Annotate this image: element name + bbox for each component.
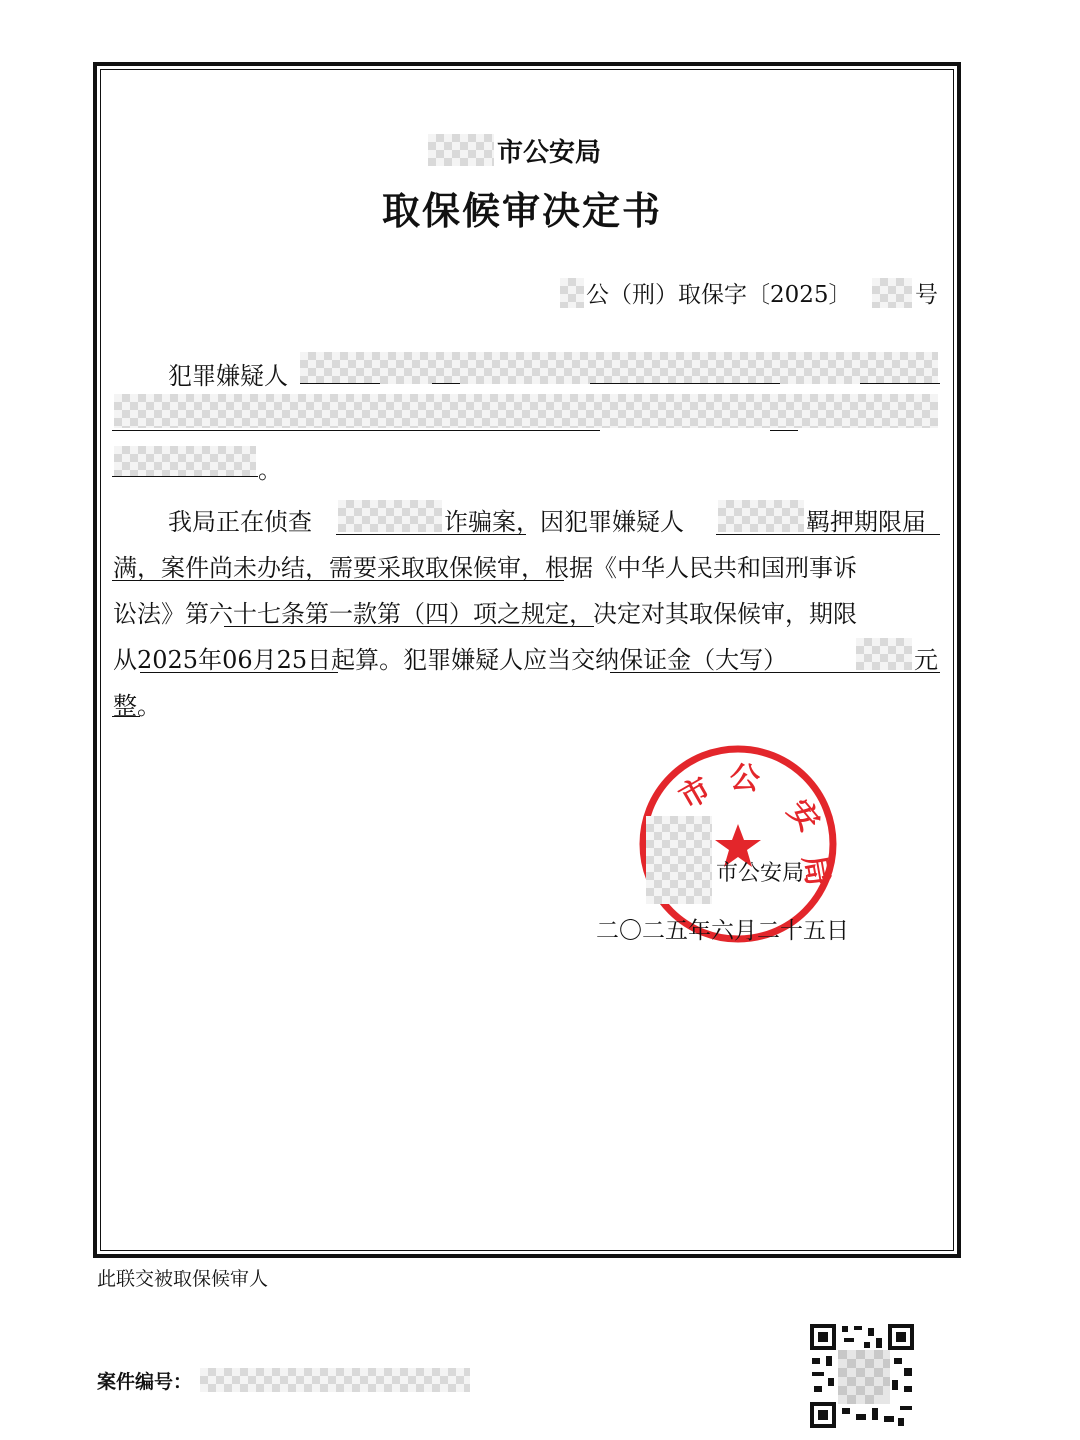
seal-arc-char: 局: [795, 852, 836, 889]
fill-line: [590, 383, 780, 384]
decision-line-4a: 从2025年06月25日起算。犯罪嫌疑人应当交纳保证金（大写）: [113, 646, 788, 674]
document-number: 公（刑）取保字〔2025〕: [586, 282, 852, 308]
redacted-suspect-info-1: [300, 352, 938, 384]
decision-line-1b: 诈骗案，因犯罪嫌疑人: [444, 508, 684, 536]
fill-line: [432, 383, 460, 384]
suspect-label: 犯罪嫌疑人: [168, 362, 288, 390]
seal-arc-char: 市: [673, 771, 717, 817]
redacted-seal-city: [646, 816, 712, 904]
fill-line: [716, 534, 940, 535]
fill-line: [610, 672, 940, 673]
agency-name: 市公安局: [497, 138, 602, 168]
redacted-suspect-info-2: [114, 394, 938, 428]
fill-line: [336, 534, 526, 535]
fill-line: [300, 383, 380, 384]
redacted-suspect-name: [718, 500, 804, 532]
suspect-end-punct: 。: [258, 456, 282, 484]
fill-line: [140, 672, 338, 673]
fill-line: [112, 580, 564, 581]
seal-arc-char: 安: [780, 793, 827, 839]
redacted-case-name: [338, 500, 442, 532]
signing-date: 二〇二五年六月二十五日: [596, 918, 849, 944]
fill-line: [112, 716, 140, 717]
redacted-bail-amount: [856, 638, 912, 670]
fill-line: [112, 430, 600, 431]
document-number-suffix: 号: [915, 282, 938, 308]
decision-line-3: 讼法》第六十七条第一款第（四）项之规定，决定对其取保候审，期限: [113, 600, 857, 628]
decision-line-1a: 我局正在侦查: [168, 508, 312, 536]
redacted-doc-serial: [872, 278, 912, 308]
decision-line-5: 整。: [113, 692, 161, 720]
case-number-label: 案件编号：: [97, 1371, 193, 1393]
fill-line: [224, 626, 594, 627]
fill-line: [860, 383, 940, 384]
document-title: 取保候审决定书: [382, 188, 663, 233]
qr-code: [808, 1322, 918, 1432]
decision-line-2: 满，案件尚未办结，需要采取取保候审，根据《中华人民共和国刑事诉: [113, 554, 857, 582]
seal-arc-char: 公: [728, 759, 762, 798]
redacted-doc-prefix: [560, 278, 584, 308]
redacted-case-number: [200, 1368, 470, 1392]
fill-line: [112, 476, 258, 477]
copy-recipient-note: 此联交被取保候审人: [97, 1268, 269, 1290]
redacted-city: [428, 134, 494, 166]
signing-agency: 市公安局: [716, 861, 805, 886]
redacted-suspect-info-3: [114, 446, 256, 476]
decision-line-4b: 元: [914, 646, 938, 674]
decision-line-1c: 羁押期限届: [806, 508, 926, 536]
fill-line: [770, 430, 798, 431]
